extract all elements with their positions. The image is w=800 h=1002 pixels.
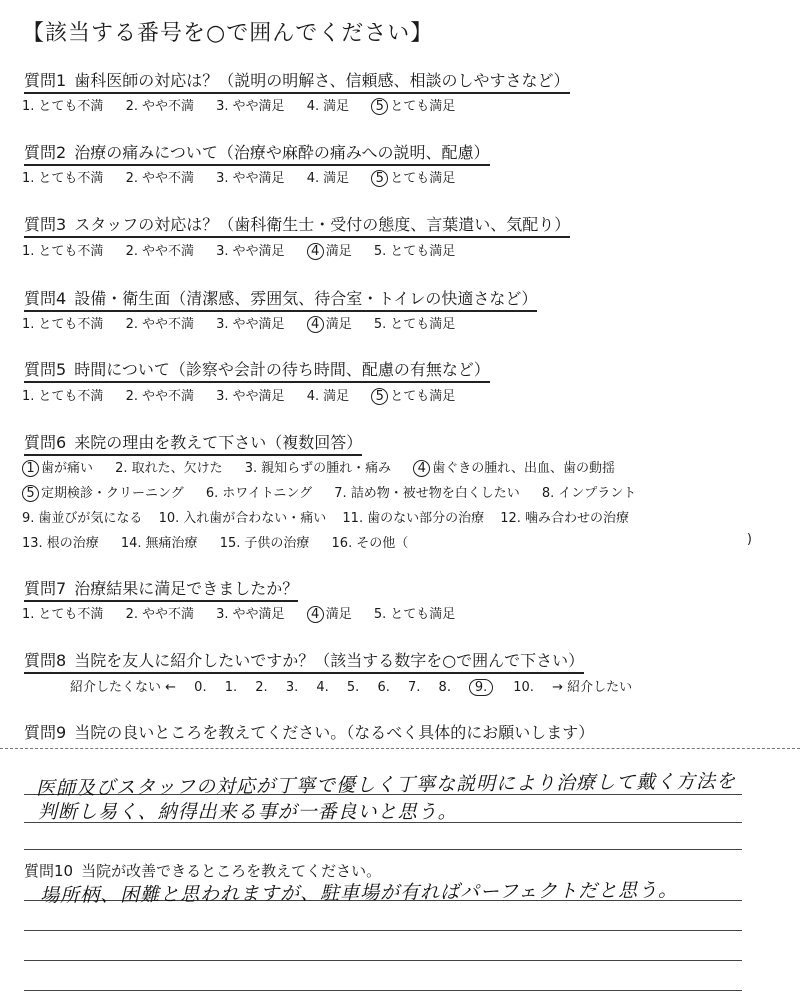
q6-option-8[interactable]: 8. インプラント	[541, 486, 637, 501]
q5-option-1[interactable]: 1. とても不満	[22, 389, 104, 404]
q8-option-2[interactable]: 2.	[255, 680, 268, 695]
q3-option-1[interactable]: 1. とても不満	[22, 244, 104, 259]
q2-title	[24, 140, 490, 166]
q6-row-4	[22, 532, 752, 551]
answer-line	[24, 930, 742, 931]
q5-option-3[interactable]: 3. やや満足	[216, 389, 285, 404]
q6-option-14[interactable]: 14. 無痛治療	[120, 536, 198, 551]
q8-number: 質問8	[24, 651, 67, 670]
q3-text: スタッフの対応は？（歯科衛生士・受付の態度、言葉遣い、気配り）	[74, 215, 571, 234]
q9-text: 当院の良いところを教えてください。（なるべく具体的にお願いします）	[74, 723, 595, 742]
q8-scale	[70, 676, 646, 696]
q7-text: 治療結果に満足できましたか？	[74, 579, 299, 598]
q10-answer-line-1: 場所柄、困難と思われますが、駐車場が有ればパーフェクトだと思う。	[39, 879, 679, 907]
q6-option-7[interactable]: 7. 詰め物・被せ物を白くしたい	[334, 486, 520, 501]
q8-option-6[interactable]: 6.	[377, 680, 390, 695]
q1-option-4[interactable]: 4. 満足	[306, 99, 350, 114]
q3-options	[22, 240, 473, 260]
q4-option-4[interactable]: 4 満足	[307, 313, 352, 333]
q6-option-9[interactable]: 9. 歯並びが気になる	[22, 511, 143, 526]
q6-option-11[interactable]: 11. 歯のない部分の治療	[342, 511, 485, 526]
answer-line	[24, 990, 742, 991]
q6-option-1[interactable]: 1 歯が痛い	[22, 457, 93, 477]
q3-title	[24, 212, 570, 238]
q1-option-1[interactable]: 1. とても不満	[22, 99, 104, 114]
q5-number: 質問5	[24, 360, 67, 379]
q8-option-3[interactable]: 3.	[285, 680, 299, 695]
q5-title	[24, 357, 490, 383]
q4-option-1[interactable]: 1. とても不満	[22, 317, 104, 332]
q3-option-4[interactable]: 4 満足	[307, 240, 352, 260]
q2-option-4[interactable]: 4. 満足	[306, 171, 350, 186]
q9-number: 質問9	[24, 723, 67, 742]
q9-title	[24, 720, 594, 743]
q6-option-15[interactable]: 15. 子供の治療	[219, 536, 310, 551]
q7-option-4[interactable]: 4 満足	[307, 603, 352, 623]
q4-title	[24, 286, 537, 312]
q7-options	[22, 603, 473, 623]
q1-number: 質問1	[24, 71, 67, 90]
q8-text: 当院を友人に紹介したいですか？（該当する数字を○で囲んで下さい）	[74, 651, 585, 670]
q2-option-5[interactable]: 5 とても満足	[371, 167, 455, 187]
q7-option-3[interactable]: 3. やや満足	[216, 607, 285, 622]
q6-option-5[interactable]: 5 定期検診・クリーニング	[22, 482, 184, 502]
q7-number: 質問7	[24, 579, 67, 598]
q7-title	[24, 576, 298, 602]
q2-text: 治療の痛みについて（治療や麻酔の痛みへの説明、配慮）	[74, 143, 490, 162]
q8-option-9[interactable]	[469, 679, 495, 696]
q3-option-5[interactable]: 5. とても満足	[373, 244, 456, 259]
q1-option-3[interactable]: 3. やや満足	[216, 99, 285, 114]
selection-circle: 5	[22, 485, 39, 502]
q1-option-2[interactable]: 2. やや不満	[125, 99, 194, 114]
q8-option-5[interactable]: 5.	[346, 680, 360, 695]
q1-options	[22, 95, 473, 115]
q4-options	[22, 313, 473, 333]
q8-option-1[interactable]: 1.	[224, 680, 238, 695]
q8-option-8[interactable]: 8.	[438, 680, 451, 695]
answer-line	[24, 960, 742, 961]
q2-option-2[interactable]: 2. やや不満	[125, 171, 194, 186]
q5-options	[22, 385, 473, 405]
q1-option-5[interactable]: 5 とても満足	[371, 95, 455, 115]
q8-left-label: 紹介したくない ←	[70, 680, 177, 695]
q2-option-3[interactable]: 3. やや満足	[216, 171, 285, 186]
q3-option-3[interactable]: 3. やや満足	[216, 244, 285, 259]
q8-option-0[interactable]: 0.	[194, 680, 207, 695]
selection-circle: 5	[371, 388, 388, 405]
q5-option-4[interactable]: 4. 満足	[306, 389, 350, 404]
selection-circle: 4	[307, 316, 324, 333]
q8-option-7[interactable]: 7.	[408, 680, 421, 695]
q1-text: 歯科医師の対応は？（説明の明解さ、信頼感、相談のしやすさなど）	[74, 71, 570, 90]
q6-option-16[interactable]: 16. その他（	[331, 536, 409, 551]
q6-option-6[interactable]: 6. ホワイトニング	[205, 486, 313, 501]
q10-text: 当院が改善できるところを教えてください。	[81, 862, 382, 880]
q6-option-4[interactable]: 4 歯ぐきの腫れ、出血、歯の動揺	[413, 457, 615, 477]
selection-circle: 4	[307, 243, 324, 260]
q8-title	[24, 648, 584, 674]
q6-row-3	[22, 507, 629, 526]
q5-option-5[interactable]: 5 とても満足	[371, 385, 455, 405]
q5-text: 時間について（診察や会計の待ち時間、配慮の有無など）	[74, 360, 490, 379]
q6-row-1	[22, 457, 633, 477]
q6-row-2	[22, 482, 654, 502]
q2-option-1[interactable]: 1. とても不満	[22, 171, 104, 186]
q6-text: 来院の理由を教えて下さい（複数回答）	[74, 433, 363, 452]
selection-circle: 5	[371, 98, 388, 115]
q4-option-5[interactable]: 5. とても満足	[373, 317, 456, 332]
q8-option-4[interactable]: 4.	[316, 680, 329, 695]
q6-option-13[interactable]: 13. 根の治療	[22, 536, 99, 551]
q6-title	[24, 430, 362, 456]
selection-circle: 9.	[469, 679, 493, 696]
q6-option-2[interactable]: 2. 取れた、欠けた	[115, 461, 223, 476]
q9-answer-line-2: 判断し易く、納得出来る事が一番良いと思う。	[38, 801, 458, 823]
q8-right-label: → 紹介したい	[552, 680, 633, 695]
answer-line	[24, 849, 742, 850]
q7-option-5[interactable]: 5. とても満足	[373, 607, 456, 622]
q4-option-3[interactable]: 3. やや満足	[216, 317, 285, 332]
q6-number: 質問6	[24, 433, 67, 452]
selection-circle: 4	[307, 606, 324, 623]
q6-option-3[interactable]: 3. 親知らずの腫れ・痛み	[244, 461, 392, 476]
q4-number: 質問4	[24, 289, 67, 308]
q10-number: 質問10	[24, 862, 74, 880]
q3-option-2[interactable]: 2. やや不満	[125, 244, 194, 259]
q2-number: 質問2	[24, 143, 67, 162]
selection-circle: 1	[22, 460, 39, 477]
q8-option-10[interactable]: 10.	[513, 680, 534, 695]
page-title: 【該当する番号を○で囲んでください】	[22, 21, 434, 46]
q5-option-2[interactable]: 2. やや不満	[125, 389, 194, 404]
q9-answer-line-1: 医師及びスタッフの対応が丁寧で優しく丁寧な説明により治療して戴く方法を	[35, 770, 737, 800]
q4-text: 設備・衛生面（清潔感、雰囲気、待合室・トイレの快適さなど）	[74, 289, 538, 308]
section-divider	[0, 748, 800, 749]
q2-options	[22, 167, 473, 187]
q6-other-close: )	[746, 532, 752, 547]
q7-option-2[interactable]: 2. やや不満	[125, 607, 194, 622]
q1-title	[24, 68, 570, 94]
q6-option-10[interactable]: 10. 入れ歯が合わない・痛い	[158, 511, 327, 526]
q6-option-12[interactable]: 12. 噛み合わせの治療	[500, 511, 629, 526]
selection-circle: 4	[413, 460, 430, 477]
q7-option-1[interactable]: 1. とても不満	[22, 607, 104, 622]
q3-number: 質問3	[24, 215, 67, 234]
q4-option-2[interactable]: 2. やや不満	[125, 317, 194, 332]
selection-circle: 5	[371, 170, 388, 187]
